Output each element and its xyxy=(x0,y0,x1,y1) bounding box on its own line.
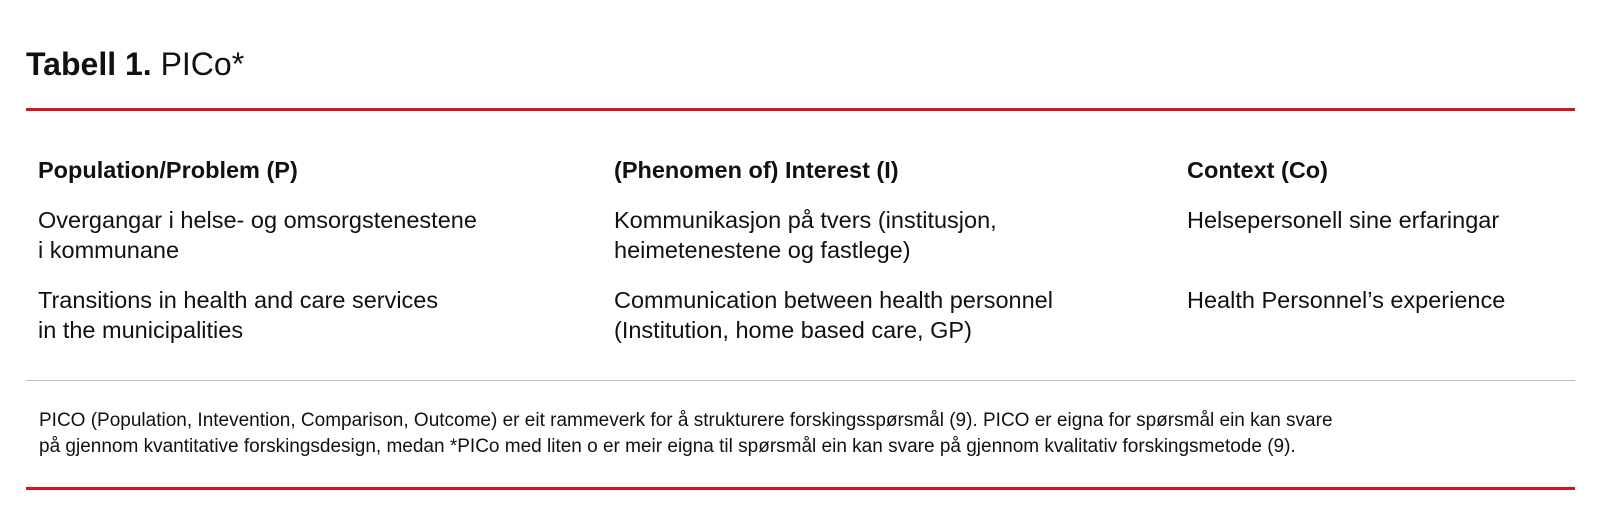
table-footnote xyxy=(39,408,1569,460)
cell-population-en xyxy=(38,285,438,345)
cell-line: Overgangar i helse- og omsorgstenestene xyxy=(38,207,477,233)
table-title-text: PICo* xyxy=(160,46,245,82)
header-context: Context (Co) xyxy=(1187,157,1328,183)
cell-interest-en xyxy=(614,285,1053,345)
cell-line: Transitions in health and care services xyxy=(38,287,439,313)
cell-population-no xyxy=(38,205,477,265)
cell-line: Health Personnel’s experience xyxy=(1187,287,1506,313)
footnote-divider xyxy=(26,380,1575,381)
header-interest: (Phenomen of) Interest (I) xyxy=(614,157,899,183)
table-title xyxy=(26,44,244,84)
cell-line: heimetenestene og fastlege) xyxy=(614,237,911,263)
cell-line: Kommunikasjon på tvers (institusjon, xyxy=(614,207,997,233)
header-population: Population/Problem (P) xyxy=(38,157,298,183)
top-red-rule xyxy=(26,108,1575,111)
cell-line: Communication between health personnel xyxy=(614,287,1053,313)
footnote-line: på gjennom kvantitative forskingsdesign, medan *PICo med liten o er meir eigna til spørsmål ein kan svare på gjennom kvalitativ forskingsmetode (9). xyxy=(39,436,1296,457)
cell-context-no xyxy=(1187,205,1499,235)
bottom-red-rule xyxy=(26,487,1575,490)
cell-context-en xyxy=(1187,285,1505,315)
cell-line: i kommunane xyxy=(38,237,180,263)
cell-line: (Institution, home based care, GP) xyxy=(614,317,972,343)
footnote-line: PICO (Population, Intevention, Comparison, Outcome) er eit rammeverk for å strukturere forskingsspørsmål (9). PICO er eigna for spørsmål ein kan svare xyxy=(39,410,1333,431)
cell-line: Helsepersonell sine erfaringar xyxy=(1187,207,1500,233)
table-number-label: Tabell 1. xyxy=(26,46,152,82)
cell-interest-no xyxy=(614,205,997,265)
cell-line: in the municipalities xyxy=(38,317,244,343)
